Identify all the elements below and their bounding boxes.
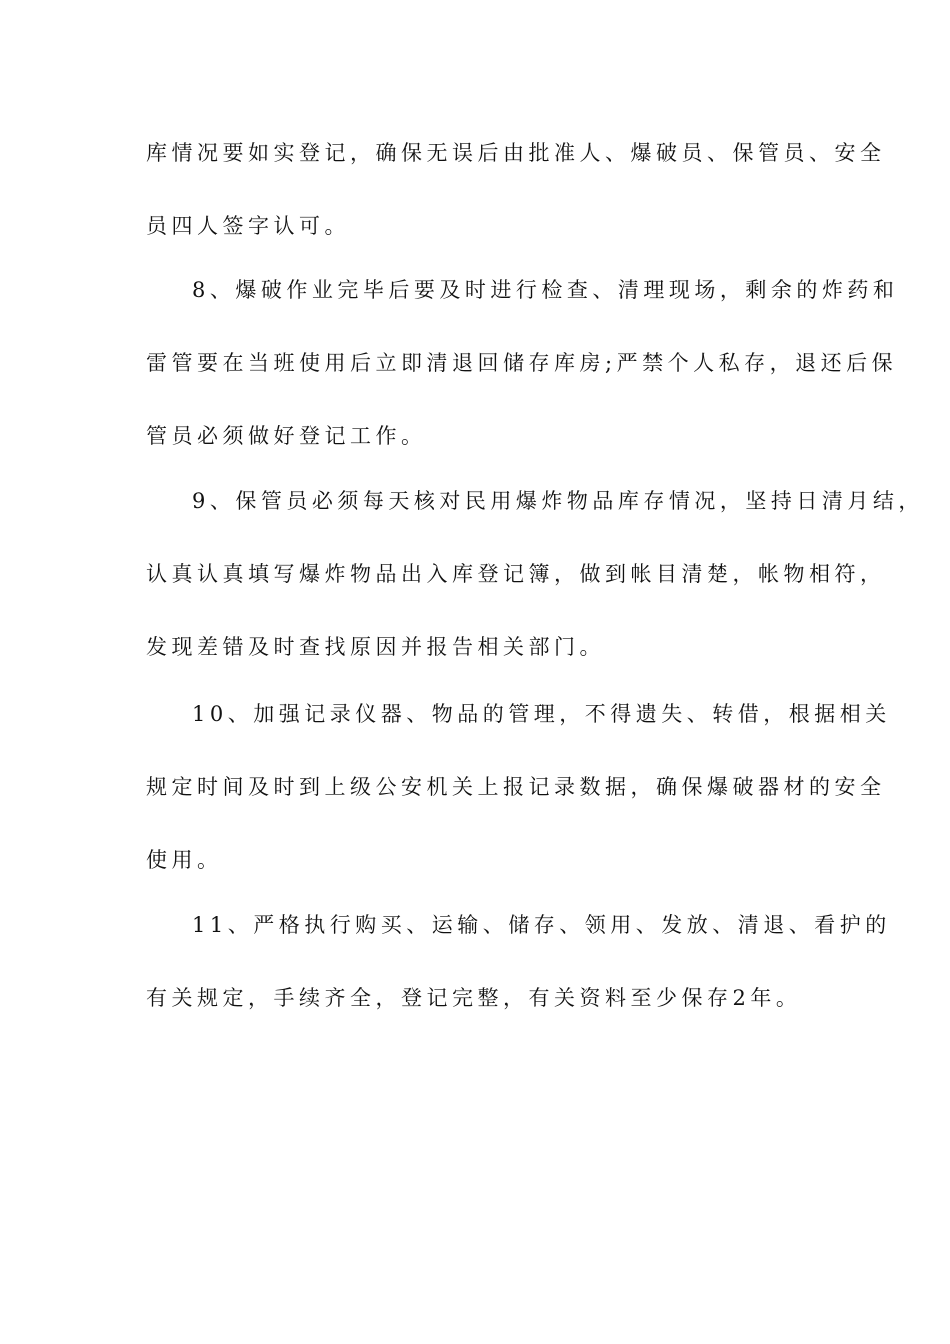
paragraph-9-line-2: 认真认真填写爆炸物品出入库登记簿，做到帐目清楚，帐物相符，: [146, 562, 886, 586]
text-line-1: 库情况要如实登记，确保无误后由批准人、爆破员、保管员、安全: [146, 141, 886, 165]
paragraph-10-line-2: 规定时间及时到上级公安机关上报记录数据，确保爆破器材的安全: [146, 775, 886, 799]
paragraph-10-line-3: 使用。: [146, 848, 223, 872]
paragraph-9-line-1: 9、保管员必须每天核对民用爆炸物品库存情况，坚持日清月结，: [192, 489, 924, 513]
paragraph-8-line-1: 8、爆破作业完毕后要及时进行检查、清理现场，剩余的炸药和: [192, 278, 899, 302]
paragraph-9-line-3: 发现差错及时查找原因并报告相关部门。: [146, 635, 605, 659]
text-line-2: 员四人签字认可。: [146, 214, 350, 238]
paragraph-8-line-3: 管员必须做好登记工作。: [146, 424, 427, 448]
paragraph-8-line-2: 雷管要在当班使用后立即清退回储存库房;严禁个人私存，退还后保: [146, 351, 898, 375]
paragraph-11-line-2: 有关规定，手续齐全，登记完整，有关资料至少保存2年。: [146, 986, 802, 1010]
paragraph-11-line-1: 11、严格执行购买、运输、储存、领用、发放、清退、看护的: [192, 913, 891, 937]
paragraph-10-line-1: 10、加强记录仪器、物品的管理，不得遗失、转借，根据相关: [192, 702, 891, 726]
